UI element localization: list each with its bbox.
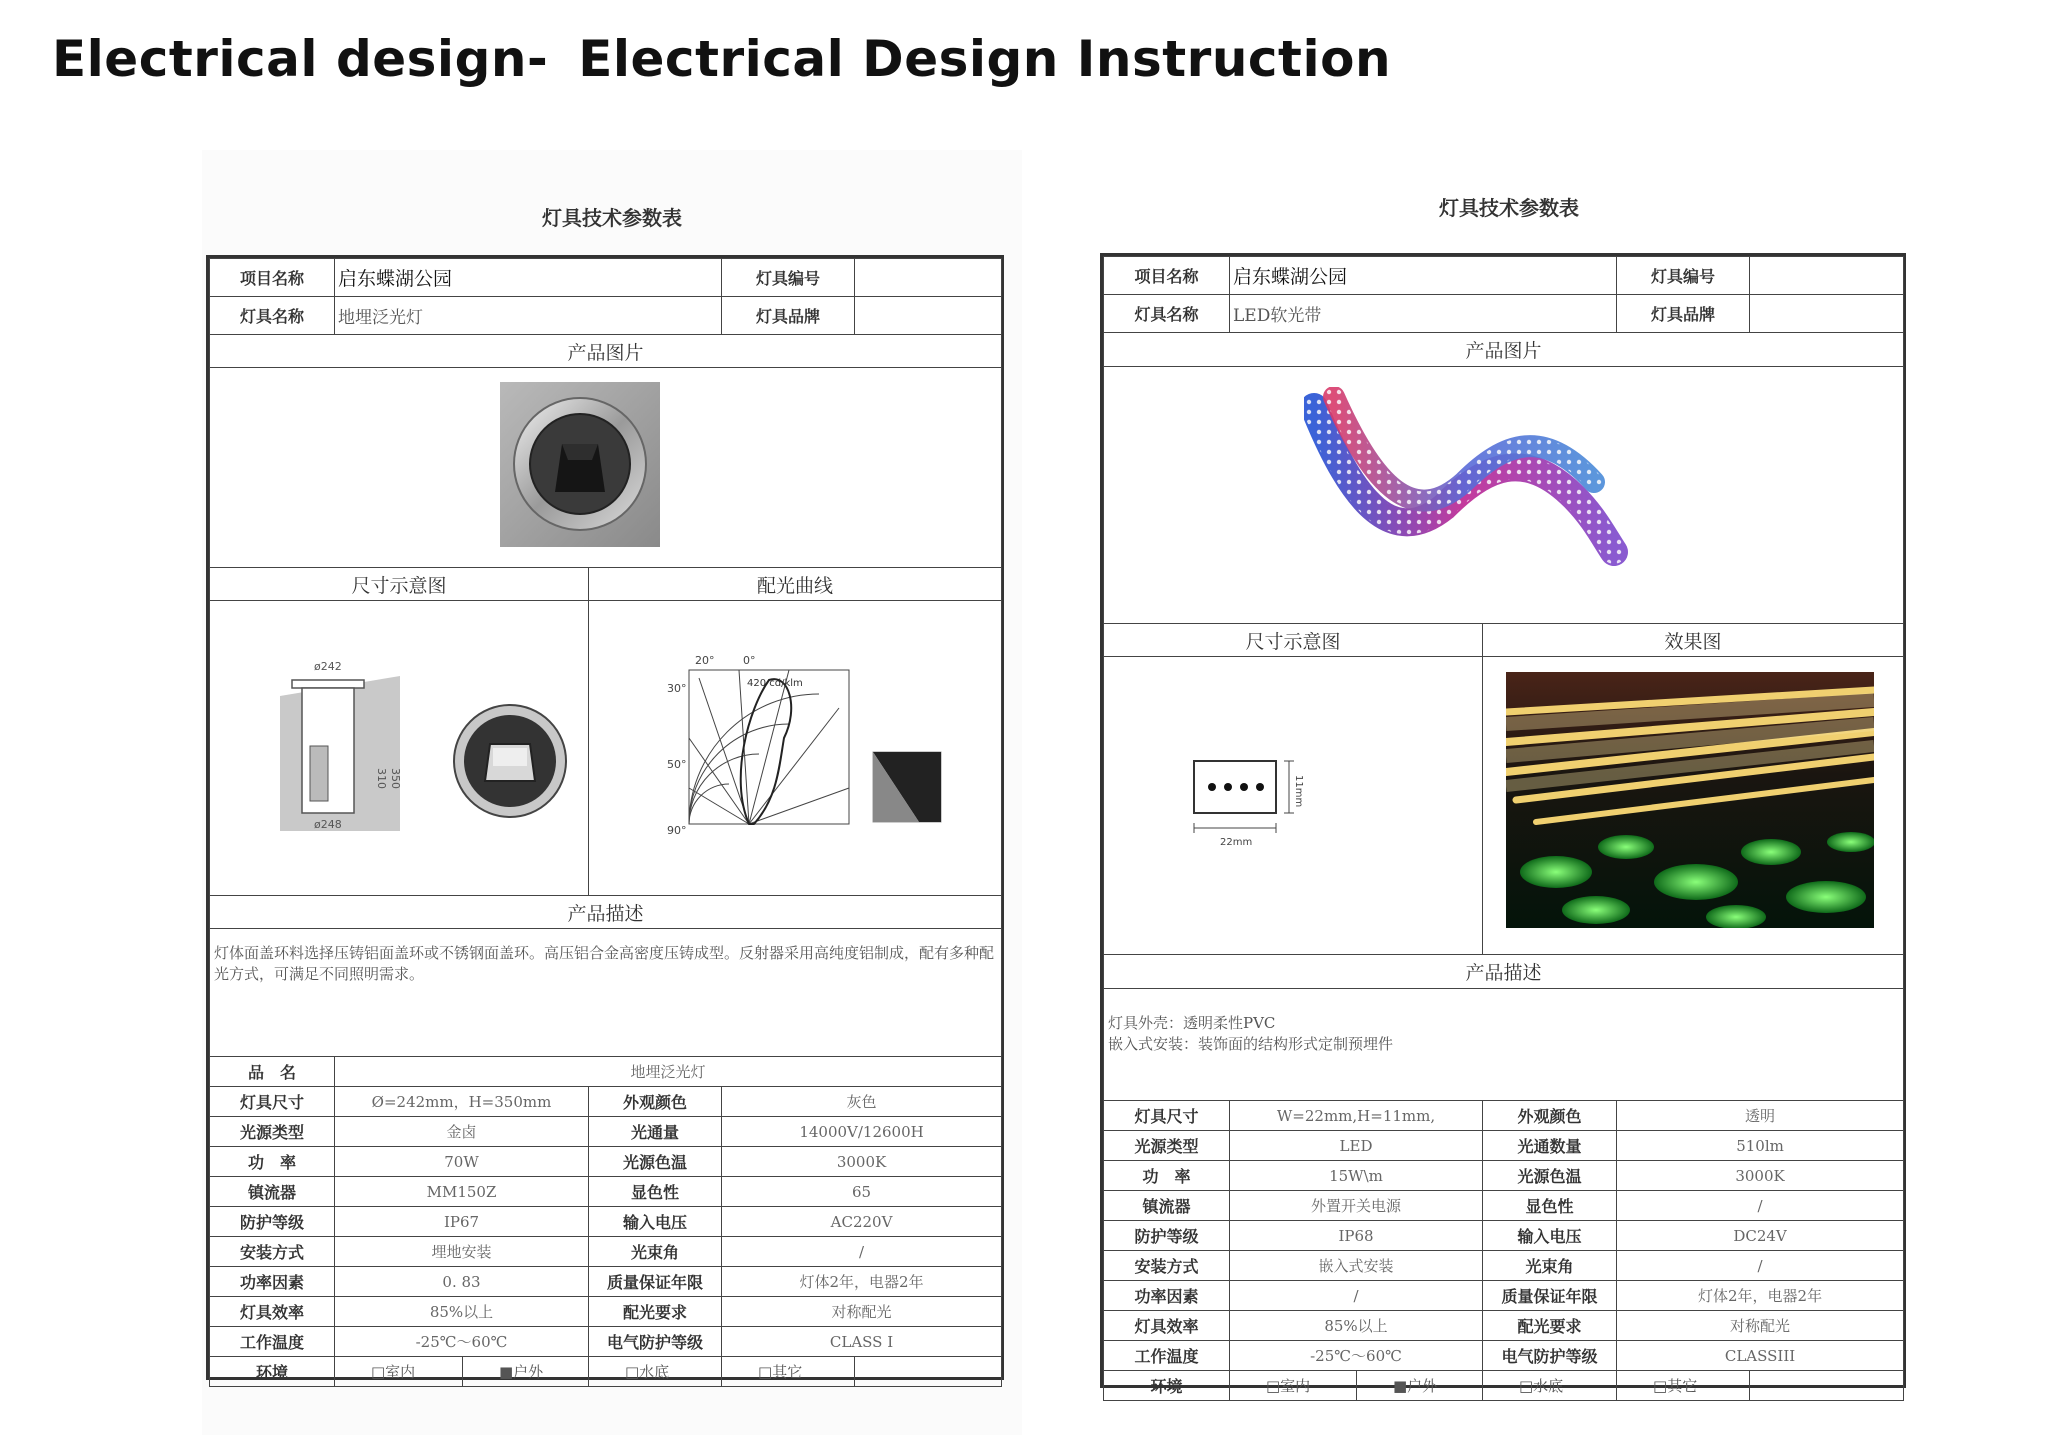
spec-value: 3000K bbox=[722, 1147, 1002, 1177]
spec-label: 镇流器 bbox=[1104, 1191, 1230, 1221]
dimension-diagram-header: 尺寸示意图 bbox=[1104, 624, 1483, 657]
spec-rows bbox=[1104, 1101, 1904, 1371]
spec-value: CLASS Ⅰ bbox=[722, 1327, 1002, 1357]
led-strip-product-photo bbox=[1304, 387, 1644, 597]
product-image-header: 产品图片 bbox=[210, 335, 1002, 368]
spec-row bbox=[1104, 1101, 1904, 1131]
spec-value: 金卤 bbox=[335, 1117, 589, 1147]
angle-30: 30° bbox=[667, 682, 687, 695]
spec-value: 灰色 bbox=[722, 1087, 1002, 1117]
spec-label: 工作温度 bbox=[1104, 1341, 1230, 1371]
angle-50: 50° bbox=[667, 758, 687, 771]
spec-label: 输入电压 bbox=[589, 1207, 722, 1237]
product-description-text bbox=[1104, 989, 1904, 1101]
spec-value: 85%以上 bbox=[1230, 1311, 1483, 1341]
spec-table bbox=[206, 255, 1004, 1380]
fixture-name-value: 地埋泛光灯 bbox=[335, 297, 722, 335]
angle-20: 20° bbox=[695, 654, 715, 667]
spec-value: -25℃～60℃ bbox=[1230, 1341, 1483, 1371]
product-image-header: 产品图片 bbox=[1104, 333, 1904, 367]
spec-rows bbox=[210, 1087, 1002, 1357]
spec-row bbox=[210, 1237, 1002, 1267]
spec-row bbox=[1104, 1311, 1904, 1341]
led-strip-effect-render bbox=[1506, 672, 1874, 928]
spec-value: 0. 83 bbox=[335, 1267, 589, 1297]
spec-value: W=22mm,H=11mm, bbox=[1230, 1101, 1483, 1131]
spec-label: 输入电压 bbox=[1483, 1221, 1617, 1251]
product-name-value: 地埋泛光灯 bbox=[335, 1057, 1002, 1087]
fixture-code-label: 灯具编号 bbox=[722, 259, 855, 297]
spec-row bbox=[210, 1267, 1002, 1297]
spec-value: -25℃～60℃ bbox=[335, 1327, 589, 1357]
spec-value: / bbox=[1617, 1251, 1904, 1281]
spec-sheet-inground-floodlight bbox=[202, 150, 1022, 1435]
spec-value: LED bbox=[1230, 1131, 1483, 1161]
spec-label: 配光要求 bbox=[589, 1297, 722, 1327]
spec-label: 显色性 bbox=[589, 1177, 722, 1207]
env-underwater: □水底 bbox=[589, 1357, 722, 1387]
env-outdoor: ■户外 bbox=[1357, 1371, 1483, 1401]
environment-row bbox=[1104, 1371, 1904, 1401]
spec-value: 14000V/12600H bbox=[722, 1117, 1002, 1147]
spec-label: 灯具尺寸 bbox=[210, 1087, 335, 1117]
spec-label: 光通量 bbox=[589, 1117, 722, 1147]
spec-label: 质量保证年限 bbox=[1483, 1281, 1617, 1311]
effect-image-cell bbox=[1483, 657, 1904, 955]
env-empty bbox=[1750, 1371, 1904, 1401]
spec-value: / bbox=[722, 1237, 1002, 1267]
spec-value: 灯体2年，电器2年 bbox=[1617, 1281, 1904, 1311]
spec-label: 光源类型 bbox=[210, 1117, 335, 1147]
fixture-code-value bbox=[855, 259, 1002, 297]
env-indoor: □室内 bbox=[1230, 1371, 1357, 1401]
project-name-value: 启东蝶湖公园 bbox=[335, 259, 722, 297]
spec-label: 灯具尺寸 bbox=[1104, 1101, 1230, 1131]
spec-value: IP67 bbox=[335, 1207, 589, 1237]
spec-label: 外观颜色 bbox=[589, 1087, 722, 1117]
floodlight-product-photo bbox=[500, 382, 660, 547]
spec-value: 埋地安装 bbox=[335, 1237, 589, 1267]
spec-value: DC24V bbox=[1617, 1221, 1904, 1251]
spec-label: 镇流器 bbox=[210, 1177, 335, 1207]
environment-label: 环境 bbox=[1104, 1371, 1230, 1401]
spec-value: 透明 bbox=[1617, 1101, 1904, 1131]
light-curve-header: 配光曲线 bbox=[589, 568, 1002, 601]
spec-row bbox=[1104, 1251, 1904, 1281]
spec-label: 功率因素 bbox=[1104, 1281, 1230, 1311]
polar-light-curve bbox=[659, 648, 949, 848]
dim-height: 11mm bbox=[1293, 775, 1304, 808]
sheet-title: 灯具技术参数表 bbox=[1439, 196, 1579, 220]
product-description-text: 灯体面盖环料选择压铸铝面盖环或不锈钢面盖环。高压铝合金高密度压铸成型。反射器采用高纯度铝制成，配有多种配光方式，可满足不同照明需求。 bbox=[210, 929, 1002, 1057]
spec-label: 光通数量 bbox=[1483, 1131, 1617, 1161]
spec-value: 3000K bbox=[1617, 1161, 1904, 1191]
spec-value: 510lm bbox=[1617, 1131, 1904, 1161]
env-other: □其它 bbox=[1617, 1371, 1750, 1401]
fixture-name-label: 灯具名称 bbox=[210, 297, 335, 335]
env-other: □其它 bbox=[722, 1357, 855, 1387]
spec-label: 灯具效率 bbox=[210, 1297, 335, 1327]
spec-value: 65 bbox=[722, 1177, 1002, 1207]
fixture-name-label: 灯具名称 bbox=[1104, 295, 1230, 333]
env-outdoor: ■户外 bbox=[463, 1357, 589, 1387]
description-line-2: 嵌入式安装：装饰面的结构形式定制预埋件 bbox=[1108, 1035, 1394, 1053]
fixture-brand-label: 灯具品牌 bbox=[722, 297, 855, 335]
spec-value: MM150Z bbox=[335, 1177, 589, 1207]
product-description-header: 产品描述 bbox=[210, 896, 1002, 929]
spec-label: 光源类型 bbox=[1104, 1131, 1230, 1161]
spec-sheet-led-strip bbox=[1098, 170, 1920, 1400]
spec-row bbox=[1104, 1341, 1904, 1371]
spec-label: 光束角 bbox=[1483, 1251, 1617, 1281]
product-image-cell bbox=[1104, 367, 1904, 624]
spec-label: 光源色温 bbox=[589, 1147, 722, 1177]
angle-90: 90° bbox=[667, 824, 687, 837]
spec-value: IP68 bbox=[1230, 1221, 1483, 1251]
fixture-code-label: 灯具编号 bbox=[1617, 257, 1750, 295]
spec-label: 配光要求 bbox=[1483, 1311, 1617, 1341]
fixture-brand-value bbox=[1750, 295, 1904, 333]
spec-label: 功 率 bbox=[210, 1147, 335, 1177]
spec-label: 功率因素 bbox=[210, 1267, 335, 1297]
spec-value: 15W\m bbox=[1230, 1161, 1483, 1191]
dim-height-350: 350 bbox=[389, 768, 402, 789]
led-strip-cross-section bbox=[1192, 751, 1352, 861]
dim-bottom-diameter: ø248 bbox=[314, 818, 342, 831]
spec-label: 显色性 bbox=[1483, 1191, 1617, 1221]
env-underwater: □水底 bbox=[1483, 1371, 1617, 1401]
spec-label: 功 率 bbox=[1104, 1161, 1230, 1191]
floodlight-dimension-drawing bbox=[280, 656, 580, 856]
project-name-label: 项目名称 bbox=[1104, 257, 1230, 295]
project-name-label: 项目名称 bbox=[210, 259, 335, 297]
angle-0: 0° bbox=[743, 654, 756, 667]
spec-label: 光源色温 bbox=[1483, 1161, 1617, 1191]
spec-label: 外观颜色 bbox=[1483, 1101, 1617, 1131]
environment-label: 环境 bbox=[210, 1357, 335, 1387]
spec-value: 嵌入式安装 bbox=[1230, 1251, 1483, 1281]
spec-row bbox=[210, 1147, 1002, 1177]
page-title bbox=[52, 30, 1391, 88]
dim-top-diameter: ø242 bbox=[314, 660, 342, 673]
spec-label: 灯具效率 bbox=[1104, 1311, 1230, 1341]
page-title-part1: Electrical design- bbox=[52, 30, 549, 88]
dimension-diagram-cell bbox=[1104, 657, 1483, 955]
spec-label: 防护等级 bbox=[1104, 1221, 1230, 1251]
page-title-part2: Electrical Design Instruction bbox=[578, 30, 1392, 88]
spec-row bbox=[1104, 1161, 1904, 1191]
spec-value: 对称配光 bbox=[1617, 1311, 1904, 1341]
spec-row bbox=[210, 1297, 1002, 1327]
spec-value: / bbox=[1230, 1281, 1483, 1311]
spec-value: 灯体2年，电器2年 bbox=[722, 1267, 1002, 1297]
spec-row bbox=[210, 1327, 1002, 1357]
dimension-diagram-cell bbox=[210, 601, 589, 896]
spec-label: 安装方式 bbox=[1104, 1251, 1230, 1281]
spec-label: 质量保证年限 bbox=[589, 1267, 722, 1297]
effect-image-header: 效果图 bbox=[1483, 624, 1904, 657]
spec-row bbox=[1104, 1131, 1904, 1161]
spec-label: 电气防护等级 bbox=[589, 1327, 722, 1357]
spec-label: 工作温度 bbox=[210, 1327, 335, 1357]
description-line-1: 灯具外壳：透明柔性PVC bbox=[1108, 1014, 1276, 1032]
product-image-cell bbox=[210, 368, 1002, 568]
spec-label: 防护等级 bbox=[210, 1207, 335, 1237]
spec-row bbox=[210, 1087, 1002, 1117]
spec-label: 安装方式 bbox=[210, 1237, 335, 1267]
sheet-title: 灯具技术参数表 bbox=[542, 206, 682, 230]
spec-row bbox=[210, 1117, 1002, 1147]
dim-height-310: 310 bbox=[375, 768, 388, 789]
light-distribution-cell bbox=[589, 601, 1002, 896]
spec-value: 70W bbox=[335, 1147, 589, 1177]
spec-value: / bbox=[1617, 1191, 1904, 1221]
spec-row bbox=[1104, 1221, 1904, 1251]
env-empty bbox=[855, 1357, 1002, 1387]
intensity-unit: 420 cd/klm bbox=[747, 678, 803, 689]
product-name-label: 品 名 bbox=[210, 1057, 335, 1087]
spec-row bbox=[1104, 1281, 1904, 1311]
product-description-header: 产品描述 bbox=[1104, 955, 1904, 989]
env-indoor: □室内 bbox=[335, 1357, 463, 1387]
spec-row bbox=[210, 1207, 1002, 1237]
fixture-code-value bbox=[1750, 257, 1904, 295]
fixture-name-value: LED软光带 bbox=[1230, 295, 1617, 333]
spec-value: 外置开关电源 bbox=[1230, 1191, 1483, 1221]
spec-label: 光束角 bbox=[589, 1237, 722, 1267]
dim-width: 22mm bbox=[1220, 837, 1253, 848]
fixture-brand-value bbox=[855, 297, 1002, 335]
spec-value: CLASSIII bbox=[1617, 1341, 1904, 1371]
spec-value: Ø=242mm，H=350mm bbox=[335, 1087, 589, 1117]
spec-label: 电气防护等级 bbox=[1483, 1341, 1617, 1371]
spec-value: 85%以上 bbox=[335, 1297, 589, 1327]
project-name-value: 启东蝶湖公园 bbox=[1230, 257, 1617, 295]
spec-row bbox=[1104, 1191, 1904, 1221]
spec-row bbox=[210, 1177, 1002, 1207]
dimension-diagram-header: 尺寸示意图 bbox=[210, 568, 589, 601]
fixture-brand-label: 灯具品牌 bbox=[1617, 295, 1750, 333]
spec-table bbox=[1100, 253, 1906, 1396]
environment-row bbox=[210, 1357, 1002, 1387]
spec-value: 对称配光 bbox=[722, 1297, 1002, 1327]
spec-value: AC220V bbox=[722, 1207, 1002, 1237]
